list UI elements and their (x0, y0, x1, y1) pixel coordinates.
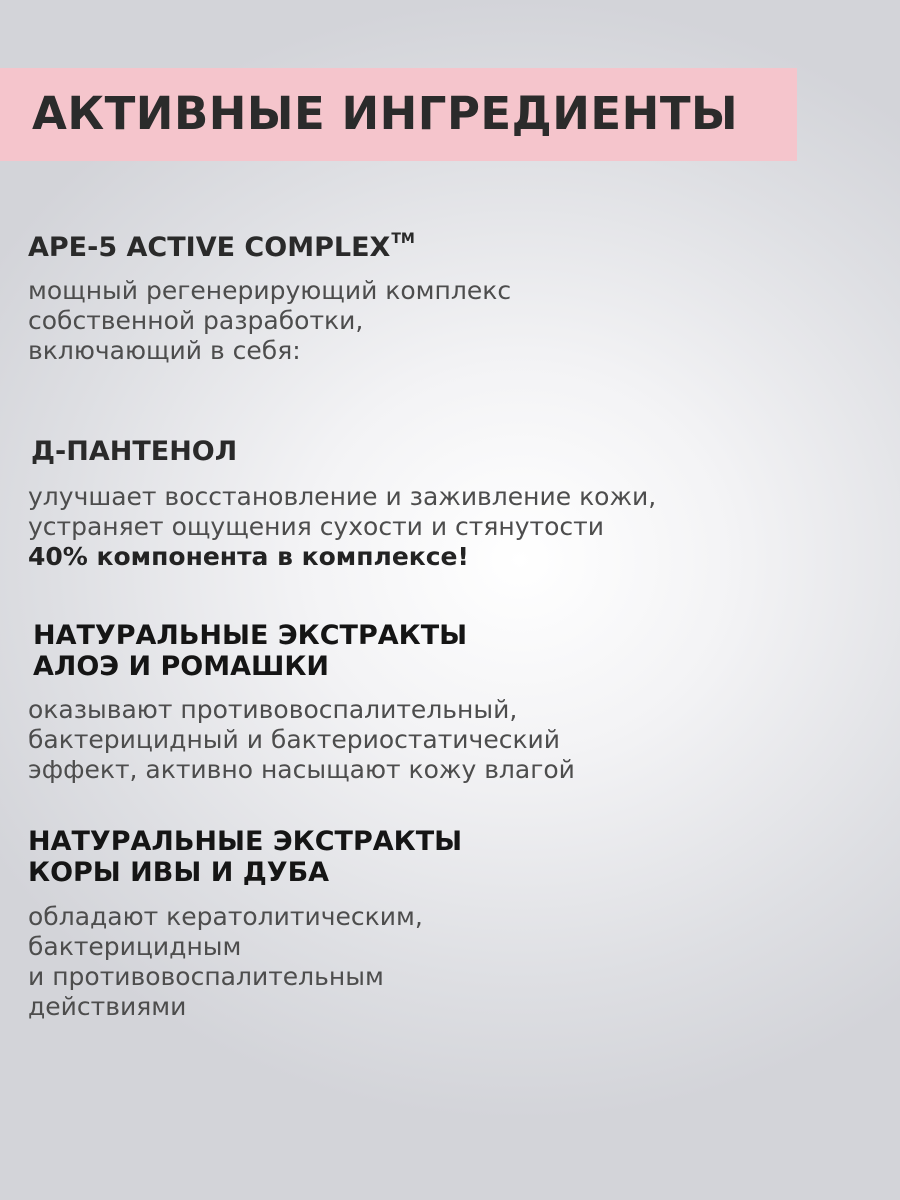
page-title: АКТИВНЫЕ ИНГРЕДИЕНТЫ (32, 87, 739, 140)
heading-line: НАТУРАЛЬНЫЕ ЭКСТРАКТЫ (33, 620, 468, 651)
heading-line: Д-ПАНТЕНОЛ (31, 436, 238, 467)
heading-line: КОРЫ ИВЫ И ДУБА (28, 857, 330, 888)
section-heading (28, 232, 511, 263)
section-aloe-chamomile (28, 620, 575, 785)
section-description (28, 482, 656, 572)
section-description (28, 695, 575, 785)
section-heading (28, 620, 575, 682)
body-line: и противовоспалительным (28, 962, 384, 991)
body-line: собственной разработки, (28, 306, 364, 335)
title-banner (0, 68, 797, 161)
section-d-panthenol (28, 436, 656, 572)
trademark-mark: TM (391, 231, 415, 247)
body-line: устраняет ощущения сухости и стянутости (28, 512, 604, 541)
body-line: обладают кератолитическим, (28, 902, 423, 931)
body-line: оказывают противовоспалительный, (28, 695, 518, 724)
section-heading (28, 826, 462, 888)
body-line: мощный регенерирующий комплекс (28, 276, 512, 305)
body-line: включающий в себя: (28, 336, 301, 365)
section-description (28, 276, 511, 366)
body-line: действиями (28, 992, 187, 1021)
heading-line: НАТУРАЛЬНЫЕ ЭКСТРАКТЫ (28, 826, 463, 857)
body-line: улучшает восстановление и заживление кожи, (28, 482, 657, 511)
heading-line: APE-5 ACTIVE COMPLEX (28, 232, 391, 263)
section-ape5-complex (28, 232, 511, 366)
body-line: бактерицидным (28, 932, 242, 961)
body-line: бактерицидный и бактериостатический (28, 725, 561, 754)
section-description (28, 902, 462, 1022)
section-heading (28, 436, 656, 467)
section-willow-oak (28, 826, 462, 1022)
body-line: эффект, активно насыщают кожу влагой (28, 755, 575, 784)
heading-line: АЛОЭ И РОМАШКИ (33, 651, 330, 682)
highlight-text: 40% компонента в комплексе! (28, 542, 469, 571)
